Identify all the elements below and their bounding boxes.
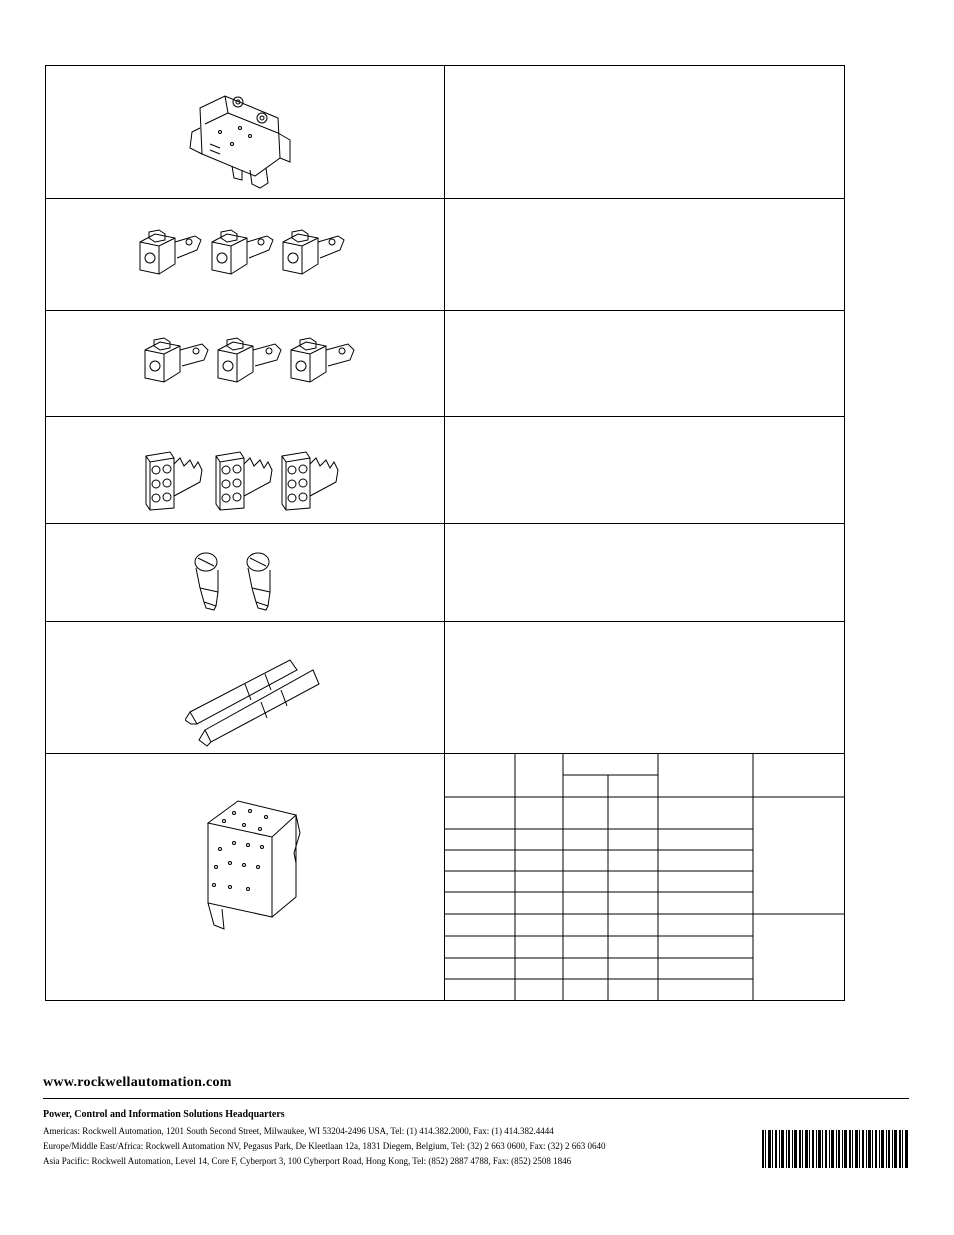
row-divider	[45, 621, 845, 622]
address-americas: Americas: Rockwell Automation, 1201 South Second Street, Milwaukee, WI 53204-2496 USA, Tel: (1) 414.382.2000, Fax: (1) 414.382.4444	[43, 1126, 554, 1136]
row-divider	[45, 310, 845, 311]
website-link[interactable]: www.rockwellautomation.com	[43, 1075, 232, 1090]
row-divider	[45, 523, 845, 524]
auxiliary-contact-module-icon	[180, 88, 300, 193]
single-lug-terminal-set-icon	[135, 228, 355, 280]
terminal-screw-pair-icon	[188, 548, 293, 612]
multi-wire-terminal-set-icon	[140, 446, 360, 514]
footer-divider	[43, 1098, 909, 1099]
address-emea: Europe/Middle East/Africa: Rockwell Automation NV, Pegasus Park, De Kleetlaan 12a, 1831 Diegem, Belgium, Tel: (32) 2 663 0600, Fax: (32) 2 663 0640	[43, 1141, 606, 1151]
terminal-cover-icon	[188, 793, 308, 935]
headquarters-title: Power, Control and Information Solutions Headquarters	[43, 1109, 285, 1120]
single-lug-terminal-set-large-icon	[140, 336, 365, 388]
barcode-icon	[762, 1130, 910, 1168]
address-asia-pacific: Asia Pacific: Rockwell Automation, Level 14, Core F, Cyberport 3, 100 Cyberport Road, Hong Kong, Tel: (852) 2887 4788, Fax: (852) 2508 1846	[43, 1156, 572, 1166]
row-divider	[45, 198, 845, 199]
phase-barrier-pair-icon	[185, 650, 320, 750]
specification-grid	[445, 753, 845, 1001]
row-divider	[45, 416, 845, 417]
